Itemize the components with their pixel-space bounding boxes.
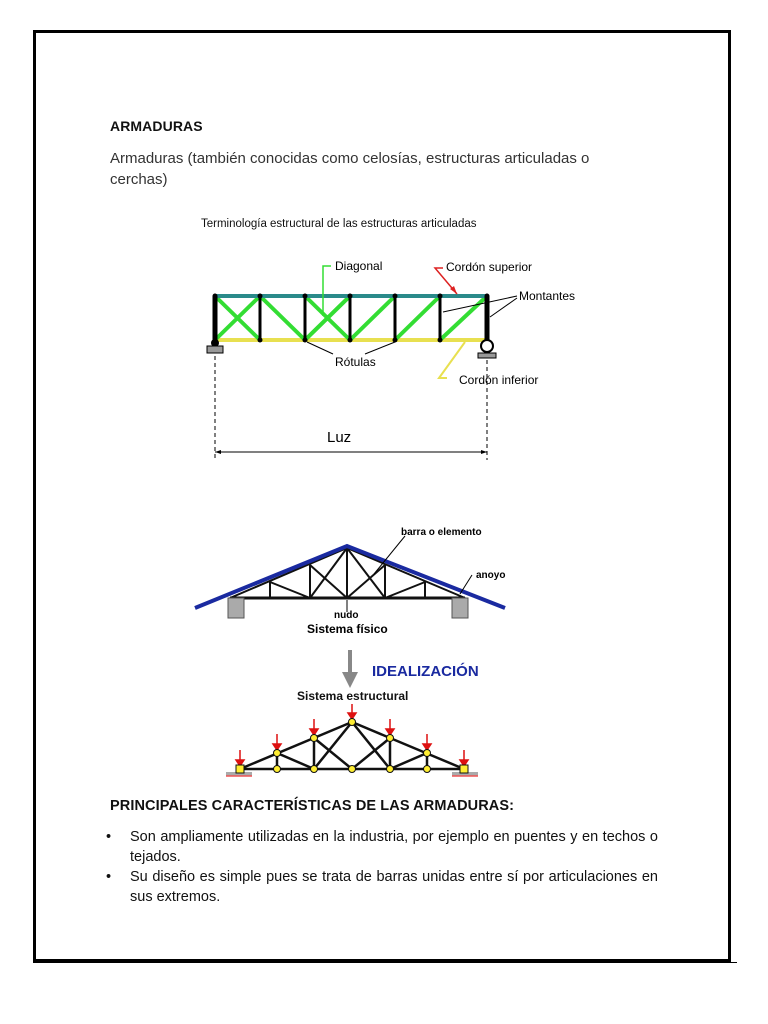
verticals-callout (443, 296, 517, 317)
figure2-structural-system (222, 702, 488, 784)
intro-paragraph (110, 148, 630, 190)
list-item-text: Su diseño es simple pues se trata de barras unidas entre sí por articulaciones en sus extremos. (130, 869, 658, 905)
right-support (478, 340, 496, 358)
bullet-icon: • (106, 829, 112, 845)
label-physical-system: Sistema físico (307, 622, 388, 636)
section-heading: PRINCIPALES CARACTERÍSTICAS DE LAS ARMADURAS: (110, 798, 515, 814)
list-item (106, 827, 658, 867)
physical-truss-members (230, 548, 465, 598)
page-heading: ARMADURAS (110, 118, 203, 134)
label-diagonal: Diagonal (335, 259, 383, 273)
idealization-arrow-icon (340, 648, 360, 690)
label-joints: Rótulas (335, 355, 376, 369)
label-span: Luz (327, 429, 352, 446)
idealization-label: IDEALIZACIÓN (372, 663, 479, 680)
span-arrow-left-icon (215, 450, 221, 454)
intro-line-2: cerchas) (110, 171, 168, 188)
characteristics-list (106, 827, 658, 907)
figure2-physical-system (190, 520, 520, 640)
label-node: nudo (334, 610, 359, 621)
figure1-truss-diagram (195, 250, 595, 470)
page-bottom-rule (33, 962, 737, 963)
label-top-chord: Cordón superior (446, 260, 533, 274)
intro-line-1: Armaduras (también conocidas como celosías, estructuras articuladas o (110, 150, 590, 167)
span-arrow-right-icon (481, 450, 487, 454)
list-item-text: Son ampliamente utilizadas en la industria, por ejemplo en puentes y en techos o tejados. (130, 829, 658, 865)
label-verticals: Montantes (519, 289, 576, 303)
structural-system-label: Sistema estructural (297, 689, 409, 703)
label-bottom-chord: Cordón inferior (459, 373, 539, 387)
bullet-icon: • (106, 869, 112, 885)
diagonal-callout (323, 266, 331, 316)
label-member: barra o elemento (401, 527, 482, 538)
structural-nodes (236, 719, 468, 774)
figure1-title: Terminología estructural de las estructuras articuladas (201, 218, 477, 230)
joints-callout (307, 342, 395, 354)
label-support: anoyo (476, 570, 506, 581)
list-item (106, 867, 658, 907)
